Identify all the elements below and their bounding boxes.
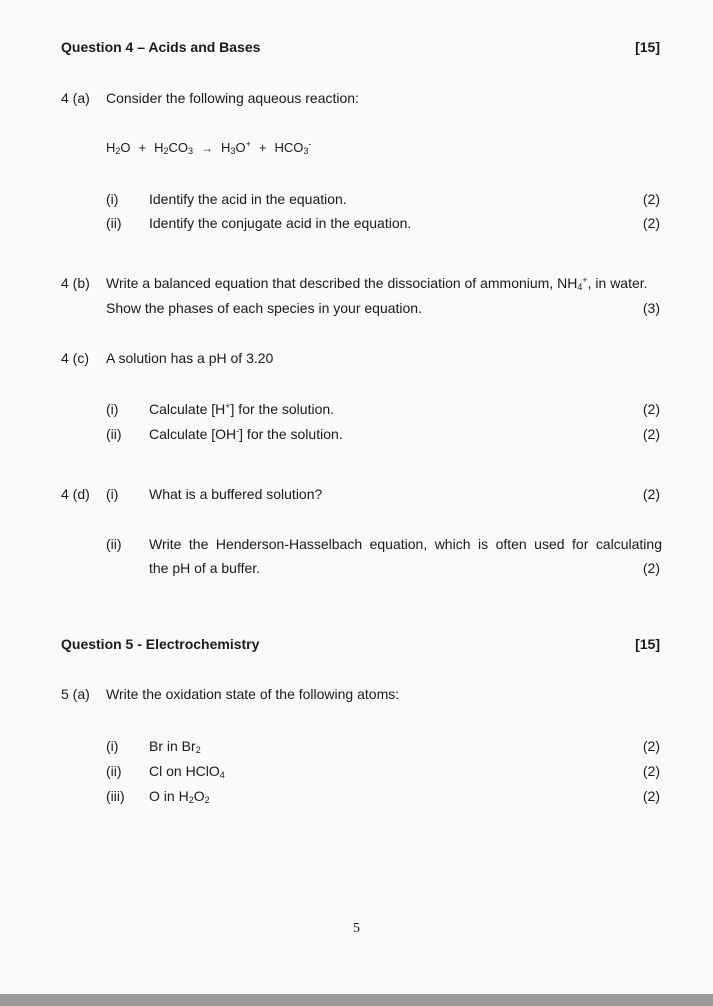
q4d-i-text: What is a buffered solution? (149, 486, 323, 502)
q4b-number: 4 (b) (61, 275, 90, 291)
q4-total-marks: [15] (635, 39, 660, 55)
eq-plus: + (138, 140, 147, 155)
eq-plus-2: + (258, 140, 267, 155)
q4c-ii-text: Calculate [OH-] for the solution. (149, 426, 343, 442)
q4d-ii-marks: (2) (642, 560, 660, 576)
q4c-text: A solution has a pH of 3.20 (106, 350, 274, 366)
q4c-i-text: Calculate [H+] for the solution. (149, 401, 335, 417)
q4a-ii-number: (ii) (106, 215, 122, 231)
eq-term-h2o: $H_2O$ (106, 140, 131, 156)
q4b-marks: (3) (642, 300, 660, 316)
q4a-i-marks: (2) (642, 191, 660, 207)
q4c-ii-marks: (2) (642, 426, 660, 442)
q4a-equation (106, 139, 311, 157)
q5a-i-number: (i) (106, 738, 119, 754)
q5a-number: 5 (a) (61, 686, 90, 702)
q4c-i-marks: (2) (642, 401, 660, 417)
bottom-edge-bar (0, 994, 713, 1006)
q4c-ii-number: (ii) (106, 426, 122, 442)
q4b-line1: Write a balanced equation that described the dissociation of ammonium, $NH_4^+$, in water. (106, 275, 648, 292)
q4d-ii-number: (ii) (106, 536, 122, 552)
q4c-i-number: (i) (106, 401, 119, 417)
q5a-iii-marks: (2) (642, 788, 660, 804)
q5a-i-marks: (2) (642, 738, 660, 754)
eq-term-h2co3: $H_2CO_3$ (154, 140, 194, 156)
q4c-number: 4 (c) (61, 350, 89, 366)
eq-arrow: → (201, 141, 214, 155)
q5-total-marks: [15] (635, 636, 660, 652)
q5-title: Question 5 - Electrochemistry (61, 636, 260, 652)
q5a-i-text: Br in $Br_2$ (149, 738, 201, 755)
q4d-i-marks: (2) (642, 486, 660, 502)
q4d-number: 4 (d) (61, 486, 90, 502)
q4a-i-number: (i) (106, 191, 119, 207)
q4a-text: Consider the following aqueous reaction: (106, 90, 359, 106)
q4a-number: 4 (a) (61, 90, 90, 106)
q5a-ii-text: Cl on HClO$_4$ (149, 763, 225, 780)
eq-term-h3o: $H_3O^+$ (221, 139, 251, 156)
q4a-ii-text: Identify the conjugate acid in the equation. (149, 215, 412, 231)
q4-title: Question 4 – Acids and Bases (61, 39, 261, 55)
q4d-i-number: (i) (106, 486, 119, 502)
q4b-line2: Show the phases of each species in your equation. (106, 300, 422, 316)
q4d-ii-line1: Write the Henderson-Hasselbach equation, which is often used for calculating (149, 536, 662, 552)
q4a-i-text: Identify the acid in the equation. (149, 191, 347, 207)
q4d-ii-line2: the pH of a buffer. (149, 560, 261, 576)
q5a-iii-number: (iii) (106, 788, 125, 804)
q5a-iii-text: O in $H_2O_2$ (149, 788, 210, 805)
q5a-ii-number: (ii) (106, 763, 122, 779)
q5a-text: Write the oxidation state of the following atoms: (106, 686, 400, 702)
page-number: 5 (353, 921, 360, 936)
q5a-ii-marks: (2) (642, 763, 660, 779)
eq-term-hco3: $HCO_3^-$ (274, 139, 312, 156)
q4a-ii-marks: (2) (642, 215, 660, 231)
